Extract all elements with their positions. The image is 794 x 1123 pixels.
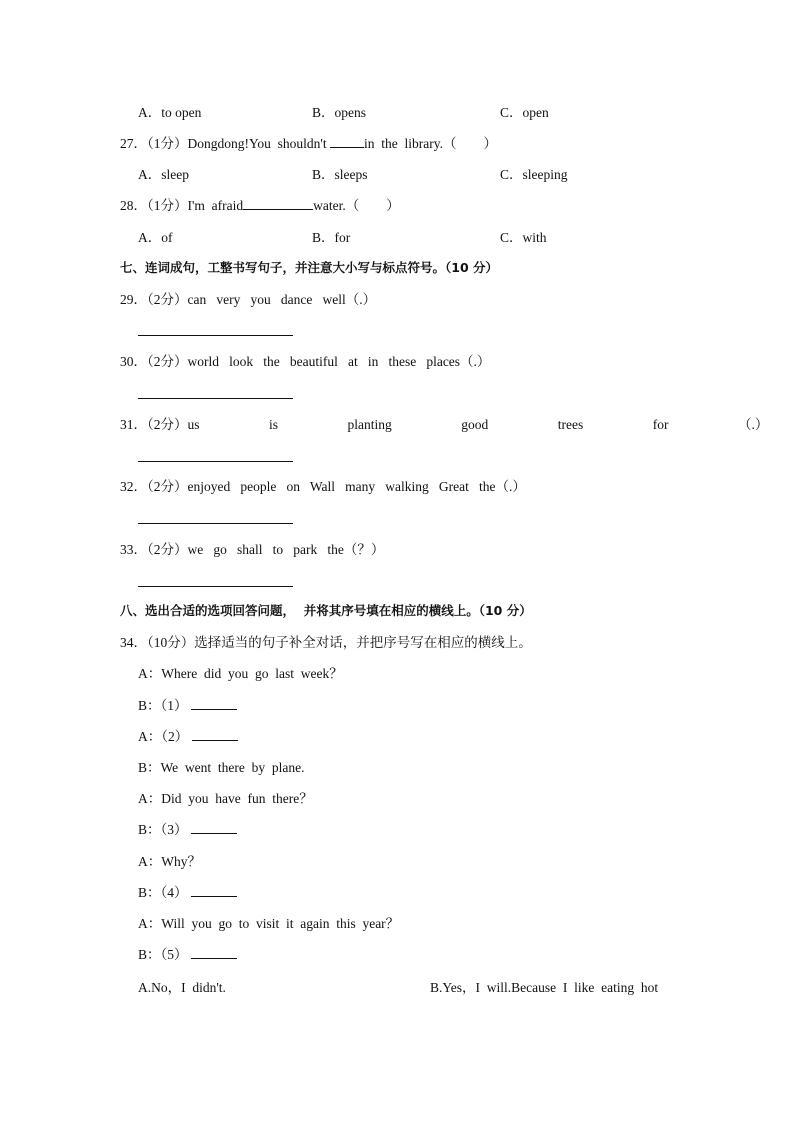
q26-option-a: A．to open bbox=[138, 105, 202, 120]
q30-number: 30． bbox=[120, 354, 147, 369]
dialog-line-2: B：（1） bbox=[138, 697, 237, 715]
q34-stem bbox=[120, 634, 532, 652]
q27-number: 27． bbox=[120, 136, 147, 151]
q26-option-c: C．open bbox=[500, 105, 549, 120]
q29-stem bbox=[120, 291, 376, 309]
q28-option-a: A．of bbox=[138, 230, 173, 245]
q30-stem bbox=[120, 353, 490, 371]
q29-answer-line[interactable] bbox=[138, 335, 293, 336]
q27-option-a: A．sleep bbox=[138, 167, 189, 182]
q28-option-b: B．for bbox=[312, 230, 351, 245]
q33-number: 33． bbox=[120, 542, 147, 557]
q30-score: （2分） bbox=[147, 354, 188, 369]
q31-score: （2分） bbox=[147, 417, 188, 432]
q27-blank[interactable] bbox=[330, 135, 364, 148]
q27-option-b: B．sleeps bbox=[312, 167, 368, 182]
dialog-line-9: A：Will you go to visit it again this year？ bbox=[138, 916, 400, 931]
q33-score: （2分） bbox=[147, 542, 188, 557]
dialog-line-3: A：（2） bbox=[138, 728, 238, 746]
section-8-title: 八、选出合适的选项回答问题， 并将其序号填在相应的横线上。（10 分） bbox=[120, 603, 532, 618]
q26-option-b: B．opens bbox=[312, 105, 366, 120]
q31-words: us is planting good trees for （.） bbox=[187, 417, 769, 432]
q28-text-after: water.（ ） bbox=[313, 198, 400, 213]
q32-number: 32． bbox=[120, 479, 147, 494]
q30-answer-line[interactable] bbox=[138, 398, 293, 399]
q29-score: （2分） bbox=[147, 292, 188, 307]
dialog-line-5: A：Did you have fun there？ bbox=[138, 791, 313, 806]
dialog-blank-5[interactable] bbox=[191, 946, 237, 959]
q31-stem bbox=[120, 416, 768, 434]
q34-number: 34． bbox=[120, 635, 147, 650]
q34-choice-a: A.No，I didn't. bbox=[138, 980, 226, 995]
q28-option-c: C．with bbox=[500, 230, 547, 245]
q32-stem bbox=[120, 478, 526, 496]
q29-words: can very you dance well（.） bbox=[187, 292, 377, 307]
q27-text-before: Dongdong!You shouldn't bbox=[187, 136, 330, 151]
q31-answer-line[interactable] bbox=[138, 461, 293, 462]
dialog-line-4: B：We went there by plane. bbox=[138, 760, 305, 775]
q31-number: 31． bbox=[120, 417, 147, 432]
dialog-line-10: B：（5） bbox=[138, 946, 237, 964]
dialog-blank-1[interactable] bbox=[191, 697, 237, 710]
q28-score: （1分） bbox=[147, 198, 188, 213]
q28-text-before: I'm afraid bbox=[187, 198, 244, 213]
dialog-line-8: B：（4） bbox=[138, 884, 237, 902]
dialog-blank-4[interactable] bbox=[191, 884, 237, 897]
dialog-line-6: B：（3） bbox=[138, 821, 237, 839]
q27-text-after: in the library.（ ） bbox=[363, 136, 497, 151]
dialog-line-7: A：Why？ bbox=[138, 854, 201, 869]
q33-stem bbox=[120, 541, 384, 559]
q27-option-c: C．sleeping bbox=[500, 167, 568, 182]
q34-choice-b: B.Yes，I will.Because I like eating hot bbox=[430, 980, 659, 995]
dialog-blank-2[interactable] bbox=[192, 728, 238, 741]
q27-score: （1分） bbox=[147, 136, 188, 151]
section-7-title: 七、连词成句，工整书写句子，并注意大小写与标点符号。（10 分） bbox=[120, 260, 498, 275]
dialog-line-1: A：Where did you go last week？ bbox=[138, 666, 343, 681]
q28-blank[interactable] bbox=[243, 197, 313, 210]
q32-answer-line[interactable] bbox=[138, 523, 293, 524]
q27-stem bbox=[120, 135, 497, 153]
q28-stem bbox=[120, 197, 400, 215]
q30-words: world look the beautiful at in these places（.） bbox=[187, 354, 491, 369]
q32-words: enjoyed people on Wall many walking Great the（.） bbox=[187, 479, 526, 494]
q28-number: 28． bbox=[120, 198, 147, 213]
q34-score: （10分） bbox=[147, 635, 195, 650]
q33-answer-line[interactable] bbox=[138, 586, 293, 587]
q34-instruction: 选择适当的句子补全对话，并把序号写在相应的横线上。 bbox=[194, 635, 532, 650]
q29-number: 29． bbox=[120, 292, 147, 307]
q32-score: （2分） bbox=[147, 479, 188, 494]
dialog-blank-3[interactable] bbox=[191, 821, 237, 834]
q33-words: we go shall to park the（？） bbox=[187, 542, 385, 557]
